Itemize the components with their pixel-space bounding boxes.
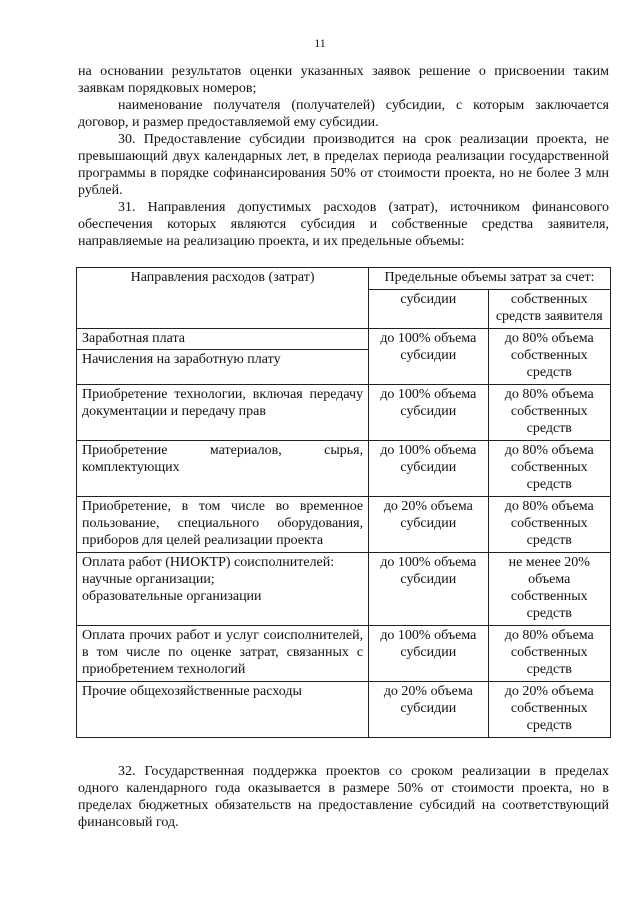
table-row [77,626,611,682]
paragraph-30: 30. Предоставление субсидии производится на срок реализации проекта, не превышающий двух календарных лет, в пределах периода реализации государственной программы в порядке софинансирования 50% от стоимости проекта, но не более 3 млн рублей. [78,132,609,198]
row-own-funds: до 80% объема собственных средств [488,626,610,682]
row-direction [77,553,369,626]
row-subsidy: до 100% объема субсидии [369,626,488,682]
row-subsidy: до 20% объема субсидии [369,682,488,738]
row-direction-line: Заработная плата [77,329,368,350]
row-direction: Оплата прочих работ и услуг соисполнителей, в том числе по оценке затрат, связанных с приобретением технологий [77,626,369,682]
row-subsidy: до 100% объема субсидии [369,553,488,626]
row-direction-line: образовательные организации [82,589,262,604]
table-row [77,553,611,626]
row-own-funds: до 80% объема собственных средств [488,385,610,441]
table-row [77,497,611,553]
paragraph-decision: на основании результатов оценки указанных заявок решение о присвоении таким заявкам порядковых номеров; [78,64,609,96]
row-own-funds: до 80% объема собственных средств [488,441,610,497]
paragraph-recipient: наименование получателя (получателей) субсидии, с которым заключается договор, и размер предоставляемой ему субсидии. [78,98,609,130]
row-direction: Приобретение технологии, включая передачу документации и передачу прав [77,385,369,441]
paragraph-32: 32. Государственная поддержка проектов со сроком реализации в пределах одного календарного года оказывается в размере 50% от стоимости проекта, но в пределах бюджетных обязательств на предоставление субсидий на соответствующий финансовый год. [78,764,609,830]
cost-limits-table [76,267,611,738]
header-directions: Направления расходов (затрат) [77,268,369,329]
row-direction: Приобретение, в том числе во временное пользование, специального оборудования, приборов для целей реализации проекта [77,497,369,553]
row-subsidy: до 100% объема субсидии [369,329,488,385]
row-own-funds: до 80% объема собственных средств [488,329,610,385]
row-direction: Приобретение материалов, сырья, комплектующих [77,441,369,497]
page-number: 11 [314,36,326,50]
row-own-funds: до 20% объема собственных средств [488,682,610,738]
table-row [77,441,611,497]
row-subsidy: до 100% объема субсидии [369,441,488,497]
table-row [77,682,611,738]
row-subsidy: до 20% объема субсидии [369,497,488,553]
header-limits: Предельные объемы затрат за счет: [369,268,611,290]
table-row [77,329,611,385]
row-direction-line: Оплата работ (НИОКТР) соисполнителей: [82,555,335,570]
row-direction [77,329,369,385]
header-subsidy: субсидии [369,290,488,329]
table-header-row [77,268,611,290]
header-own-funds: собственных средств заявителя [488,290,610,329]
paragraph-31: 31. Направления допустимых расходов (затрат), источником финансового обеспечения которых являются субсидия и собственные средства заявителя, направляемые на реализацию проекта, и их предельные объемы: [78,200,609,249]
table-row [77,385,611,441]
row-own-funds: до 80% объема собственных средств [488,497,610,553]
row-direction-line: Начисления на заработную плату [82,352,281,367]
row-direction-line: научные организации; [82,572,215,587]
row-subsidy: до 100% объема субсидии [369,385,488,441]
row-own-funds: не менее 20% объема собственных средств [488,553,610,626]
row-direction: Прочие общехозяйственные расходы [77,682,369,738]
